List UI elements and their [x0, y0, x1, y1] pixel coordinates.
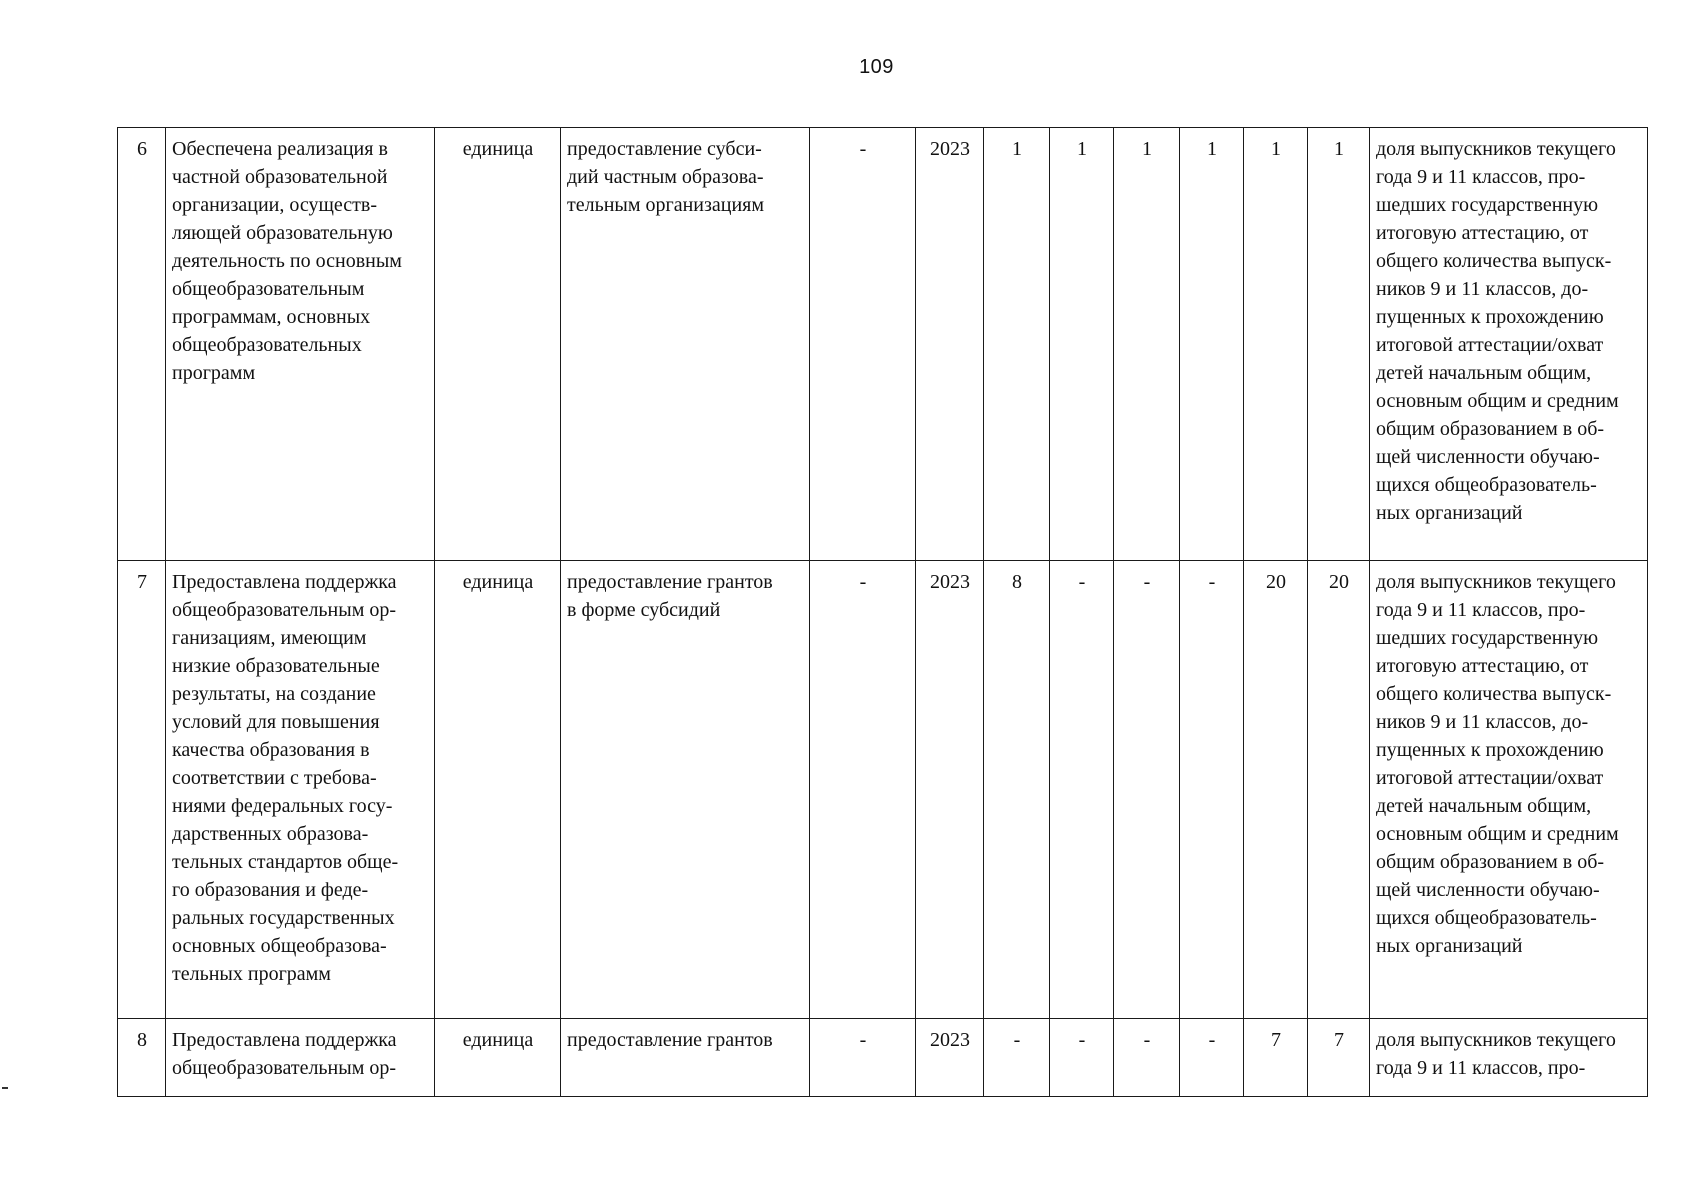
base-value: - [810, 1019, 916, 1097]
value-1: - [984, 1019, 1050, 1097]
value-2: 1 [1050, 128, 1114, 561]
result-name: Предоставлена поддержка общеобразовательным ор- ганизациям, имеющим низкие образовательные результаты, на создание условий для повышения качества образования в соответствии с требова- ниями федеральных госу- дарственных образова- тельных стандартов обще- го образования и феде- ральных государственных основных общеобразова- тельных программ [166, 561, 435, 1019]
value-6: 1 [1308, 128, 1370, 561]
value-4: - [1180, 561, 1244, 1019]
result-type: предоставление субси- дий частным образова- тельным организациям [561, 128, 810, 561]
value-5: 7 [1244, 1019, 1308, 1097]
row-number: 7 [118, 561, 166, 1019]
base-value: - [810, 561, 916, 1019]
value-2: - [1050, 561, 1114, 1019]
table-row-6 [118, 128, 1648, 561]
value-3: - [1114, 1019, 1180, 1097]
value-4: - [1180, 1019, 1244, 1097]
result-name: Обеспечена реализация в частной образовательной организации, осуществ- ляющей образовательную деятельность по основным общеобразовательным программам, основных общеобразовательных программ [166, 128, 435, 561]
unit-of-measure: единица [435, 561, 561, 1019]
base-value: - [810, 128, 916, 561]
row-number: 6 [118, 128, 166, 561]
result-name: Предоставлена поддержка общеобразовательным ор- [166, 1019, 435, 1097]
indicators-table [117, 127, 1648, 1097]
page-number: 109 [859, 56, 894, 78]
value-6: 7 [1308, 1019, 1370, 1097]
value-5: 1 [1244, 128, 1308, 561]
scan-edge-mark [2, 1087, 8, 1089]
base-year: 2023 [916, 561, 984, 1019]
base-year: 2023 [916, 128, 984, 561]
value-1: 1 [984, 128, 1050, 561]
linked-indicator: доля выпускников текущего года 9 и 11 классов, про- [1370, 1019, 1648, 1097]
base-year: 2023 [916, 1019, 984, 1097]
value-1: 8 [984, 561, 1050, 1019]
result-type: предоставление грантов в форме субсидий [561, 561, 810, 1019]
linked-indicator: доля выпускников текущего года 9 и 11 классов, про- шедших государственную итоговую аттестацию, от общего количества выпуск- ников 9 и 11 классов, до- пущенных к прохождению итоговой аттестации/охват детей начальным общим, основным общим и средним общим образованием в об- щей численности обучаю- щихся общеобразователь- ных организаций [1370, 128, 1648, 561]
value-4: 1 [1180, 128, 1244, 561]
value-6: 20 [1308, 561, 1370, 1019]
value-2: - [1050, 1019, 1114, 1097]
value-5: 20 [1244, 561, 1308, 1019]
value-3: - [1114, 561, 1180, 1019]
table-row-8 [118, 1019, 1648, 1097]
value-3: 1 [1114, 128, 1180, 561]
row-number: 8 [118, 1019, 166, 1097]
unit-of-measure: единица [435, 128, 561, 561]
table-row-7 [118, 561, 1648, 1019]
linked-indicator: доля выпускников текущего года 9 и 11 классов, про- шедших государственную итоговую аттестацию, от общего количества выпуск- ников 9 и 11 классов, до- пущенных к прохождению итоговой аттестации/охват детей начальным общим, основным общим и средним общим образованием в об- щей численности обучаю- щихся общеобразователь- ных организаций [1370, 561, 1648, 1019]
result-type: предоставление грантов [561, 1019, 810, 1097]
unit-of-measure: единица [435, 1019, 561, 1097]
